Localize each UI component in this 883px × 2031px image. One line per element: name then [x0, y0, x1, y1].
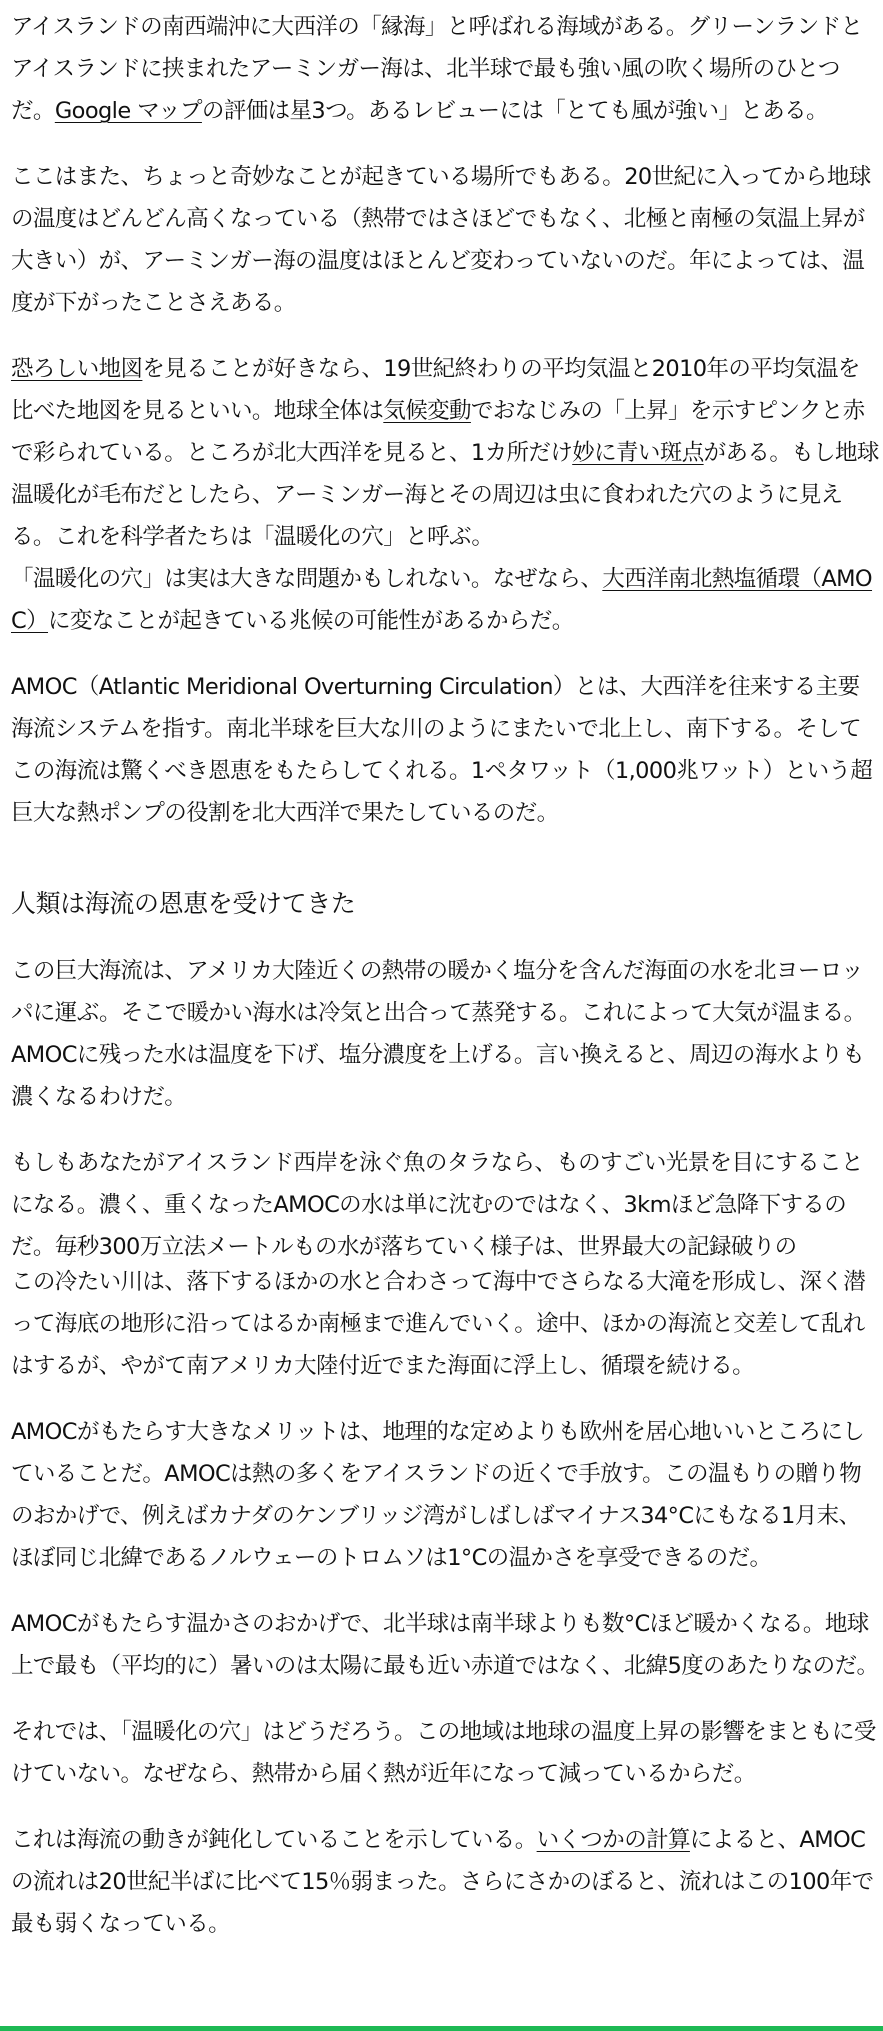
google-maps-link[interactable]: Google マップ	[54, 98, 202, 124]
paragraph-text: この巨大海流は、アメリカ大陸近くの熱帯の暖かく塩分を含んだ海面の水を北ヨーロッパに運ぶ。そこで暖かい海水は冷気と出合って蒸発する。これによって大気が温まる。AMOCに残った水は温度を下げ、塩分濃度を上げる。言い換えると、周辺の海水よりも濃くなるわけだ。	[11, 958, 866, 1110]
paragraph-5	[11, 666, 879, 834]
paragraph-text: この冷たい川は、落下するほかの水と合わさって海中でさらなる大滝を形成し、深く潜って海底の地形に沿ってはるか南極まで進んでいく。途中、ほかの海流と交差して乱れはするが、やがて南アメリカ大陸付近でまた海面に浮上し、循環を続ける。	[11, 1269, 866, 1379]
climate-change-link[interactable]: 気候変動	[383, 398, 471, 424]
paragraph-text: がある。もし地球温暖化が毛布だとしたら、アーミンガー海とその周辺は虫に食われた穴のように見える。これを科学者たちは「温暖化の穴」と呼ぶ。	[11, 440, 879, 550]
paragraph-text: 「温暖化の穴」は実は大きな問題かもしれない。なぜなら、	[11, 566, 603, 592]
paragraph-2	[11, 156, 879, 324]
paragraph-text: アイスランドの南西端沖に大西洋の「縁海」と呼ばれる海域がある。グリーンランドとアイスランドに挟まれたアーミンガー海は、北半球で最も強い風の吹く場所のひとつだ。	[11, 14, 863, 124]
paragraph-7	[11, 1142, 879, 1261]
paragraph-text: これは海流の動きが鈍化していることを示している。	[11, 1827, 537, 1853]
paragraph-11	[11, 1711, 879, 1795]
paragraph-text: AMOCがもたらす大きなメリットは、地理的な定めよりも欧州を居心地いいところにしていることだ。AMOCは熱の多くをアイスランドの近くで手放す。この温もりの贈り物のおかげで、例えばカナダのケンブリッジ湾がしばしばマイナス34°Cにもなる1月末、ほぼ同じ北緯であるノルウェーのトロムソは1°Cの温かさを享受できるのだ。	[11, 1419, 865, 1571]
article-body	[11, 6, 879, 1945]
scary-map-link[interactable]: 恐ろしい地図	[11, 356, 143, 382]
paragraph-text: でおなじみの「上昇」を示すピンクと赤で彩られている。ところが北大西洋を見ると、1カ所だけ	[11, 398, 865, 466]
paragraph-8	[11, 1261, 879, 1387]
paragraph-text: もしもあなたがアイスランド西岸を泳ぐ魚のタラなら、ものすごい光景を目にすることになる。濃く、重くなったAMOCの水は単に沈むのではなく、3kmほど急降下するのだ。毎秒300万立法メートルもの水が落ちていく様子は、世界最大の記録破りの	[11, 1150, 863, 1260]
paragraph-9	[11, 1411, 879, 1579]
paragraph-text: に変なことが起きている兆候の可能性があるからだ。	[48, 608, 574, 634]
paragraph-text: AMOC（Atlantic Meridional Overturning Circulation）とは、大西洋を往来する主要海流システムを指す。南北半球を巨大な川のようにまたいで北上し、南下する。そしてこの海流は驚くべき恩恵をもたらしてくれる。1ペタワット（1,000兆ワット）という超巨大な熱ポンプの役割を北大西洋で果たしているのだ。	[11, 674, 873, 826]
paragraph-4	[11, 558, 879, 642]
paragraph-text: AMOCがもたらす温かさのおかげで、北半球は南半球よりも数°Cほど暖かくなる。地球上で最も（平均的に）暑いのは太陽に最も近い赤道ではなく、北緯5度のあたりなのだ。	[11, 1611, 879, 1679]
paragraph-10	[11, 1603, 879, 1687]
paragraph-text: ここはまた、ちょっと奇妙なことが起きている場所でもある。20世紀に入ってから地球の温度はどんどん高くなっている（熱帯ではさほどでもなく、北極と南極の気温上昇が大きい）が、アーミンガー海の温度はほとんど変わっていないのだ。年によっては、温度が下がったことさえある。	[11, 164, 871, 316]
bottom-accent-bar	[0, 2026, 883, 2031]
paragraph-text: の評価は星3つ。あるレビューには「とても風が強い」とある。	[201, 98, 828, 124]
paragraph-text: によると、AMOCの流れは20世紀半ばに比べて15％弱まった。さらにさかのぼると、流れはこの100年で最も弱くなっている。	[11, 1827, 874, 1937]
paragraph-12	[11, 1819, 879, 1945]
paragraph-text: を見ることが好きなら、19世紀終わりの平均気温と2010年の平均気温を比べた地図を見るといい。地球全体は	[11, 356, 860, 424]
clipped-paragraph-container	[11, 1142, 879, 1261]
section-heading: 人類は海流の恩恵を受けてきた	[11, 889, 356, 918]
calculations-link[interactable]: いくつかの計算	[536, 1827, 690, 1853]
paragraph-3	[11, 348, 879, 558]
paragraph-1	[11, 6, 879, 132]
paragraph-6	[11, 950, 879, 1118]
paragraph-text: それでは、「温暖化の穴」はどうだろう。この地域は地球の温度上昇の影響をまともに受けていない。なぜなら、熱帯から届く熱が近年になって減っているからだ。	[11, 1719, 876, 1787]
blue-spot-link[interactable]: 妙に青い斑点	[572, 440, 704, 466]
amoc-link[interactable]: 大西洋南北熱塩循環（AMOC）	[11, 566, 873, 634]
